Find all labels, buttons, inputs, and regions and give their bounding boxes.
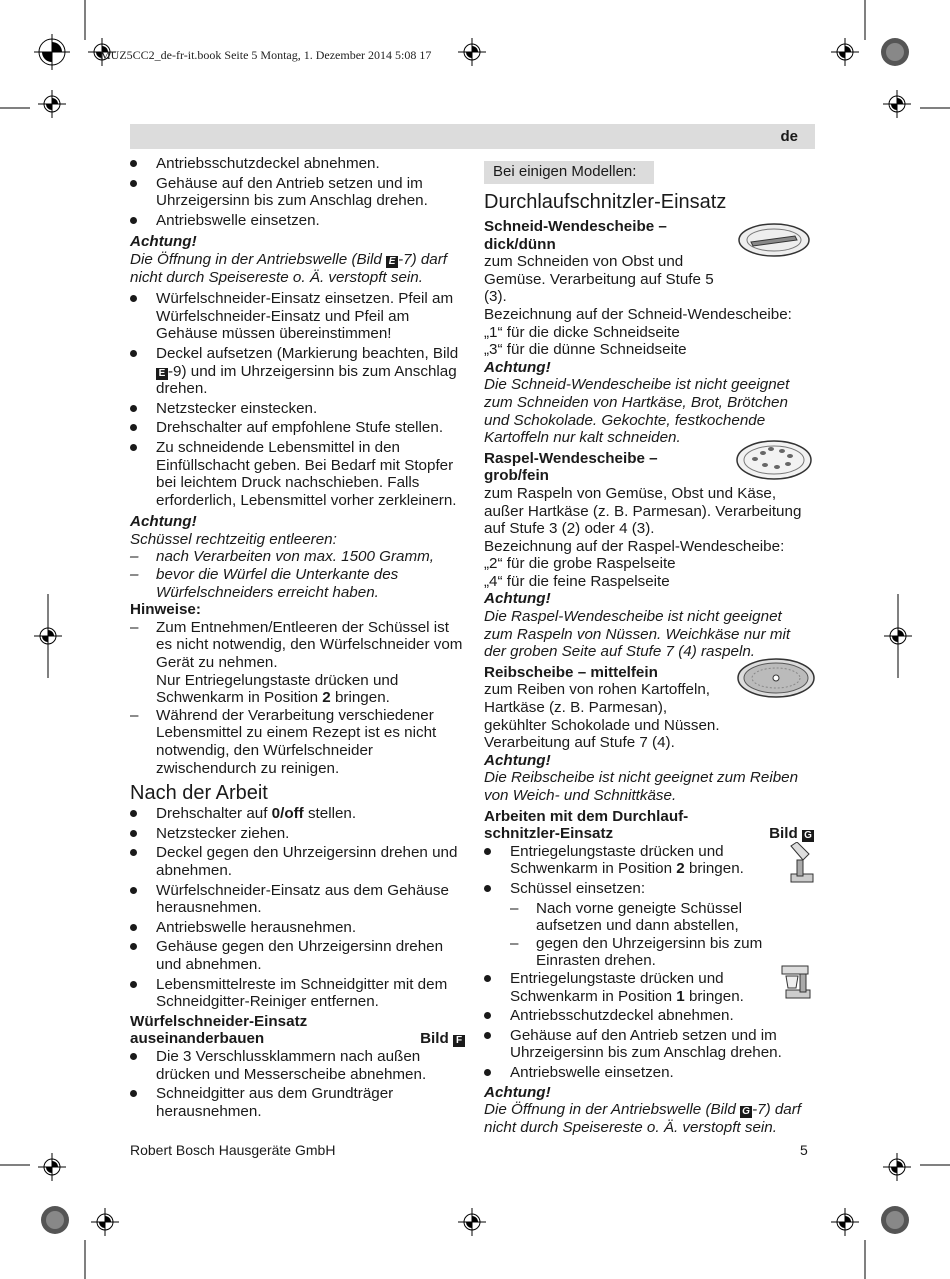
- list-item: Schneidgitter aus dem Grundträger herausnehmen.: [130, 1085, 465, 1120]
- list-item: – Während der Verarbeitung verschiedener Lebensmittel zu einem Rezept ist es nicht notwendig, den Würfelschneider zwischendurch zu reinigen.: [130, 707, 465, 777]
- paragraph: zum Reiben von rohen Kartoffeln,: [484, 681, 710, 699]
- crosshair-icon: [831, 1208, 859, 1236]
- star-target-icon: [881, 38, 909, 66]
- list-item: Entriegelungstaste drücken und Schwenkarm in Position 1 bringen.: [484, 970, 760, 1005]
- crosshair-icon: [458, 38, 486, 66]
- figure-badge: G: [802, 830, 814, 842]
- subsection-title: grob/fein: [484, 467, 549, 485]
- mixer-position-1-image: [778, 960, 814, 1000]
- list-item: – Zum Entnehmen/Entleeren der Schüssel ist es nicht notwendig, den Würfelschneider vom Gerät zu nehmen. Nur Entriegelungstaste drücken und Schwenkarm in Position 2 bringen.: [130, 619, 465, 707]
- paragraph: zum Schneiden von Obst und Gemüse. Verarbeitung auf Stufe 5 (3).: [484, 253, 714, 306]
- warning-title: Achtung!: [484, 751, 551, 769]
- list-item: Entriegelungstaste drücken und Schwenkarm in Position 2 bringen.: [484, 843, 760, 878]
- slicing-disc-image: [737, 220, 813, 260]
- grater-disc-image: [736, 656, 816, 700]
- paragraph: Verarbeitung auf Stufe 7 (4).: [484, 734, 675, 752]
- subsection-title: auseinanderbauen Bild F: [130, 1030, 465, 1048]
- list-item: Netzstecker ziehen.: [130, 825, 465, 843]
- paragraph: „4“ für die feine Raspelseite: [484, 572, 670, 590]
- subsection-title: Arbeiten mit dem Durchlauf-: [484, 807, 689, 825]
- crosshair-icon: [883, 90, 911, 118]
- paragraph: gekühlter Schokolade und Nüssen.: [484, 716, 720, 734]
- section-heading: Durchlaufschnitzler-Einsatz: [484, 191, 727, 213]
- list-item: Gehäuse auf den Antrieb setzen und im Uhrzeigersinn bis zum Anschlag drehen.: [130, 175, 465, 210]
- list-item: Deckel gegen den Uhrzeigersinn drehen und abnehmen.: [130, 844, 465, 879]
- list-item: Antriebswelle herausnehmen.: [130, 919, 465, 937]
- right-column: [484, 161, 814, 1136]
- crosshair-icon: [831, 38, 859, 66]
- star-target-icon: [41, 1206, 69, 1234]
- figure-badge: G: [740, 1106, 752, 1118]
- list-item: Die 3 Verschlussklammern nach außen drücken und Messerscheibe abnehmen.: [130, 1048, 465, 1083]
- crosshair-icon: [34, 34, 70, 70]
- figure-badge: F: [453, 1035, 465, 1047]
- footer-company: Robert Bosch Hausgeräte GmbH: [130, 1142, 336, 1158]
- list-item: Schüssel einsetzen:: [484, 880, 814, 898]
- page-number: 5: [800, 1142, 808, 1158]
- warning-text: Die Öffnung in der Antriebswelle (Bild G -7) darf nicht durch Speisereste o. Ä. verstopft sein.: [484, 1101, 802, 1136]
- paragraph: „3“ für die dünne Schneidseite: [484, 341, 687, 359]
- list-item: Zu schneidende Lebensmittel in den Einfüllschacht geben. Bei Bedarf mit Stopfer bei leichtem Druck nachschieben. Falls erforderlich, Lebensmittel vorher zerkleinern.: [130, 439, 465, 509]
- crosshair-icon: [883, 1153, 911, 1181]
- crosshair-icon: [38, 1153, 66, 1181]
- subsection-title: dick/dünn: [484, 235, 556, 253]
- warning-text: Die Raspel-Wendescheibe ist nicht geeignet zum Raspeln von Nüssen. Weichkäse nur mit der groben Seite auf Stufe 7 (4) raspeln.: [484, 608, 791, 661]
- left-column: [130, 155, 465, 1122]
- warning-title: Achtung!: [130, 233, 197, 251]
- subsection-title: Würfelschneider-Einsatz: [130, 1012, 308, 1030]
- language-label: de: [780, 128, 798, 145]
- section-heading: Nach der Arbeit: [130, 782, 268, 805]
- warning-title: Achtung!: [484, 590, 551, 608]
- subsection-title: Schneid-Wendescheibe –: [484, 218, 667, 235]
- figure-badge: E: [386, 256, 398, 268]
- warning-text: Die Reibscheibe ist nicht geeignet zum Reiben von Weich- und Schnittkäse.: [484, 769, 799, 804]
- subsection-title: schnitzler-Einsatz Bild G: [484, 825, 814, 843]
- crosshair-icon: [34, 594, 62, 678]
- grating-disc-image: [735, 437, 815, 483]
- header-bar: [130, 124, 815, 149]
- list-item: Antriebsschutzdeckel abnehmen.: [130, 155, 465, 173]
- list-item: Würfelschneider-Einsatz einsetzen. Pfeil am Würfelschneider-Einsatz und Pfeil am Gehäuse müssen übereinstimmen!: [130, 290, 465, 343]
- warning-text: Die Öffnung in der Antriebswelle (Bild E -7) darf nicht durch Speisereste o. Ä. verstopft sein.: [130, 250, 448, 286]
- hints-title: Hinweise:: [130, 601, 201, 619]
- paragraph: „1“ für die dicke Schneidseite: [484, 323, 680, 341]
- list-item: Gehäuse gegen den Uhrzeigersinn drehen und abnehmen.: [130, 938, 465, 973]
- crosshair-icon: [884, 594, 912, 678]
- subsection-title: Raspel-Wendescheibe –: [484, 449, 658, 467]
- list-item: Antriebsschutzdeckel abnehmen.: [484, 1007, 814, 1025]
- list-item: Gehäuse auf den Antrieb setzen und im Uhrzeigersinn bis zum Anschlag drehen.: [484, 1027, 814, 1062]
- list-item: – bevor die Würfel die Unterkante des Würfelschneiders erreicht haben.: [130, 566, 465, 601]
- paragraph: zum Raspeln von Gemüse, Obst und Käse, außer Hartkäse (z. B. Parmesan). Verarbeitung auf Stufe 3 (2) oder 4 (3).: [484, 484, 802, 538]
- list-item: – gegen den Uhrzeigersinn bis zum Einrasten drehen.: [510, 935, 766, 970]
- list-item: Antriebswelle einsetzen.: [484, 1064, 814, 1082]
- paragraph: Hartkäse (z. B. Parmesan),: [484, 699, 668, 717]
- mixer-position-2-image: [783, 842, 815, 886]
- crosshair-icon: [91, 1208, 119, 1236]
- list-item: Drehschalter auf empfohlene Stufe stellen.: [130, 419, 465, 437]
- list-item: – Nach vorne geneigte Schüssel aufsetzen und dann abstellen,: [510, 900, 766, 935]
- paragraph: Bezeichnung auf der Raspel-Wendescheibe:: [484, 537, 785, 555]
- list-item: Lebensmittelreste im Schneidgitter mit dem Schneidgitter-Reiniger entfernen.: [130, 976, 465, 1011]
- list-item: Antriebswelle einsetzen.: [130, 212, 465, 230]
- subsection-title: Reibscheibe – mittelfein: [484, 663, 658, 681]
- warning-title: Achtung!: [484, 1083, 551, 1101]
- file-header: MUZ5CC2_de-fr-it.book Seite 5 Montag, 1. Dezember 2014 5:08 17: [100, 48, 432, 62]
- warning-text: Die Schneid-Wendescheibe ist nicht geeignet zum Schneiden von Hartkäse, Brot, Brötchen und Schokolade. Gekochte, festkochende Kartoffeln nur kalt schneiden.: [484, 376, 790, 447]
- list-item: – nach Verarbeiten von max. 1500 Gramm,: [130, 548, 465, 566]
- list-item: Würfelschneider-Einsatz aus dem Gehäuse herausnehmen.: [130, 882, 465, 917]
- list-item: Netzstecker einstecken.: [130, 400, 465, 418]
- paragraph: „2“ für die grobe Raspelseite: [484, 555, 676, 573]
- star-target-icon: [881, 1206, 909, 1234]
- paragraph: Bezeichnung auf der Schneid-Wendescheibe:: [484, 305, 792, 323]
- crosshair-icon: [458, 1208, 486, 1236]
- warning-title: Achtung!: [484, 358, 551, 376]
- list-item: Deckel aufsetzen (Markierung beachten, Bild E -9) und im Uhrzeigersinn bis zum Anschlag drehen.: [130, 345, 465, 398]
- warning-text: Schüssel rechtzeitig entleeren:: [130, 530, 337, 548]
- models-note: Bei einigen Modellen:: [484, 161, 654, 184]
- list-item: Drehschalter auf 0/off stellen.: [130, 805, 465, 823]
- figure-badge: E: [156, 368, 168, 380]
- warning-title: Achtung!: [130, 513, 197, 531]
- crosshair-icon: [38, 90, 66, 118]
